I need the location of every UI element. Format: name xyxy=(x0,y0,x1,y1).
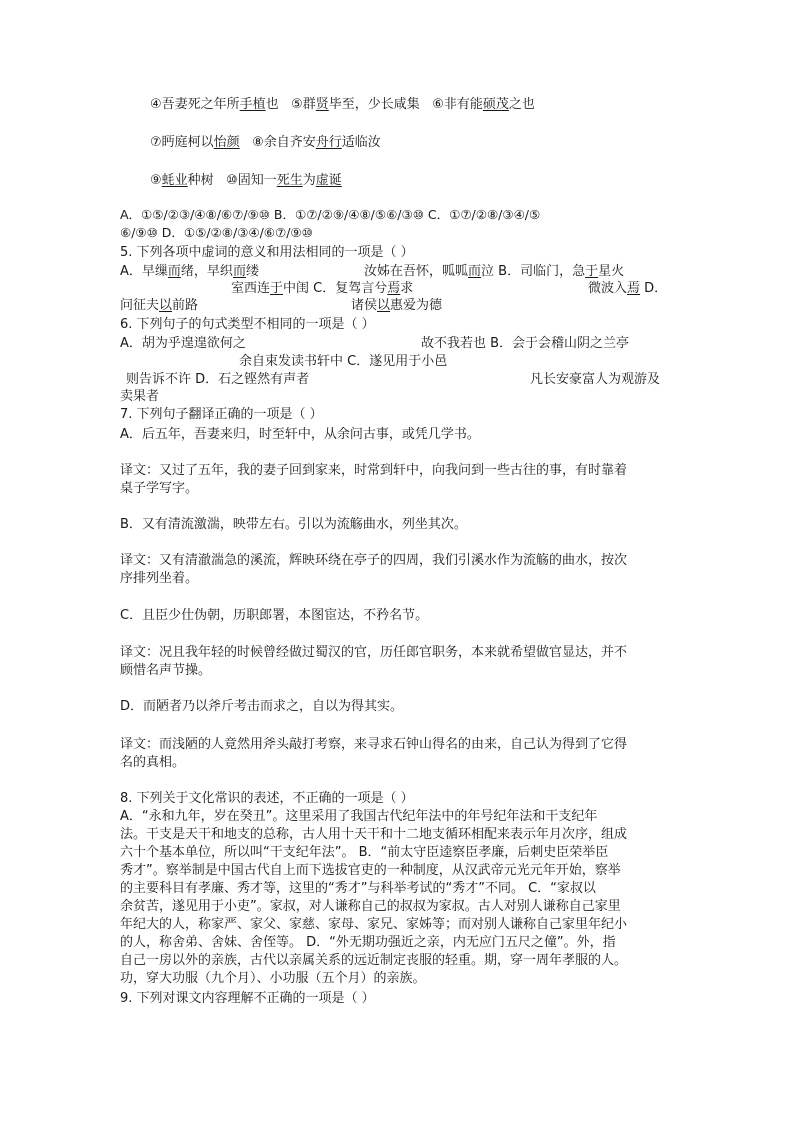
q8-line-4: 秀才”。察举制是中国古代自上而下选拔官吏的一种制度，从汉武帝元光元年开始，察举 xyxy=(120,863,621,878)
q8-line-2: 法。干支是天干和地支的总称，古人用十天干和十二地支循环相配来表示年月次序，组成 xyxy=(120,827,628,842)
q6-option-c1: 则告诉不许 D．石之铿然有声者 xyxy=(126,372,310,387)
q6-option-a2: 故不我若也 B．会于会稽山阴之兰亭 xyxy=(421,336,630,351)
q6-title: 6. 下列句子的句式类型不相同的一项是（ ） xyxy=(120,317,375,332)
q7-option-a: A．后五年，吾妻来归，时至轩中，从余问古事，或凭几学书。 xyxy=(120,427,480,442)
q4-item-line-2: ⑦眄庭柯以怡颜 ⑧余自齐安舟行适临汝 xyxy=(150,135,381,150)
q7-option-b: B．又有清流激湍，映带左右。引以为流觞曲水，列坐其次。 xyxy=(120,517,467,532)
q8-title: 8. 下列关于文化常识的表述，不正确的一项是（ ） xyxy=(120,791,414,806)
q6-option-b2: 余自束发读书轩中 C．遂见用于小邑 xyxy=(239,354,448,369)
q6-option-d2: 卖果者 xyxy=(120,389,160,404)
q7-a-translation-2: 桌子学写字。 xyxy=(120,481,199,496)
q7-d-translation-1: 译文：而浅陋的人竟然用斧头敲打考察，来寻求石钟山得名的由来，自己认为得到了它得 xyxy=(120,737,628,752)
q9-title: 9. 下列对课文内容理解不正确的一项是（ ） xyxy=(120,991,375,1006)
q5-option-c2: 微波入焉 D． xyxy=(588,281,668,296)
q7-option-c: C．且臣少仕伪朝，历职郎署，本图宦达，不矜名节。 xyxy=(120,608,429,623)
q4-options-line-1: A．①⑤/②③/④⑧/⑥⑦/⑨⑩ B．①⑦/②⑨/④⑧/⑤⑥/③⑩ C．①⑦/②⑧/③④/⑤ xyxy=(120,207,541,222)
q4-options-line-2: ⑥/⑨⑩ D．①⑤/②⑧/③④/⑥⑦/⑨⑩ xyxy=(120,225,313,240)
q7-c-translation-2: 顾惜名声节操。 xyxy=(120,663,212,678)
q4-item-line-3: ⑨蚝业种树 ⑩固知一死生为虚诞 xyxy=(150,173,342,188)
q7-d-translation-2: 名的真相。 xyxy=(120,755,186,770)
q7-option-d: D．而陋者乃以斧斤考击而求之，自以为得其实。 xyxy=(120,699,404,714)
q5-option-a2: 汝姊在吾怀，呱呱而泣 B．司临门，急于星火 xyxy=(364,264,625,279)
q8-line-6: 余贫苦，遂见用于小吏”。家叔，对人谦称自己的叔叔为家叔。古人对别人谦称自己家里 xyxy=(120,899,621,914)
q7-b-translation-2: 序排列坐着。 xyxy=(120,571,199,586)
q8-line-9: 自己一房以外的亲族，古代以亲属关系的远近制定丧服的轻重。期，穿一周年孝服的人。 xyxy=(120,953,628,968)
q8-line-5: 的主要科目有孝廉、秀才等，这里的“秀才”与科举考试的“秀才”不同。 C．“家叔以 xyxy=(120,881,596,896)
q7-title: 7. 下列句子翻译正确的一项是（ ） xyxy=(120,407,323,422)
q6-option-d1: 凡长安豪富人为观游及 xyxy=(530,372,661,387)
q5-option-d2: 诸侯以惠爱为德 xyxy=(351,298,443,313)
q8-line-8: 的人，称舍弟、舍妹、舍侄等。 D．“外无期功强近之亲，内无应门五尺之僮”。外，指 xyxy=(120,935,616,950)
q5-option-d1: 问征夫以前路 xyxy=(120,298,199,313)
q5-option-a1: A．早缫而绪，早织而缕 xyxy=(120,264,259,279)
q8-line-7: 年纪大的人，称家严、家父、家慈、家母、家兄、家姊等；而对别人谦称自己家里年纪小 xyxy=(120,917,628,932)
q8-line-3: 六十个基本单位，所以叫“干支纪年法”。 B．“前太守臣逵察臣孝廉，后刺史臣荣举臣 xyxy=(120,845,609,860)
q8-line-1: A．“永和九年，岁在癸丑”。这里采用了我国古代纪年法中的年号纪年法和干支纪年 xyxy=(120,809,598,824)
q7-a-translation-1: 译文：又过了五年，我的妻子回到家来，时常到轩中，向我问到一些古往的事，有时靠着 xyxy=(120,463,628,478)
q5-title: 5. 下列各项中虚词的意义和用法相同的一项是（ ） xyxy=(120,245,414,260)
q8-line-10: 功，穿大功服（九个月）、小功服（五个月）的亲族。 xyxy=(120,971,426,986)
q7-b-translation-1: 译文：又有清澈湍急的溪流，辉映环绕在亭子的四周，我们引溪水作为流觞的曲水，按次 xyxy=(120,553,628,568)
q5-option-b2: 室西连于中闺 C．复驾言兮焉求 xyxy=(231,281,414,296)
q7-c-translation-1: 译文：况且我年轻的时候曾经做过蜀汉的官，历任郎官职务，本来就希望做官显达，并不 xyxy=(120,645,628,660)
q6-option-a1: A．胡为乎遑遑欲何之 xyxy=(120,336,246,351)
q4-item-line-1: ④吾妻死之年所手植也 ⑤群贤毕至，少长咸集 ⑥非有能硕茂之也 xyxy=(150,97,535,112)
